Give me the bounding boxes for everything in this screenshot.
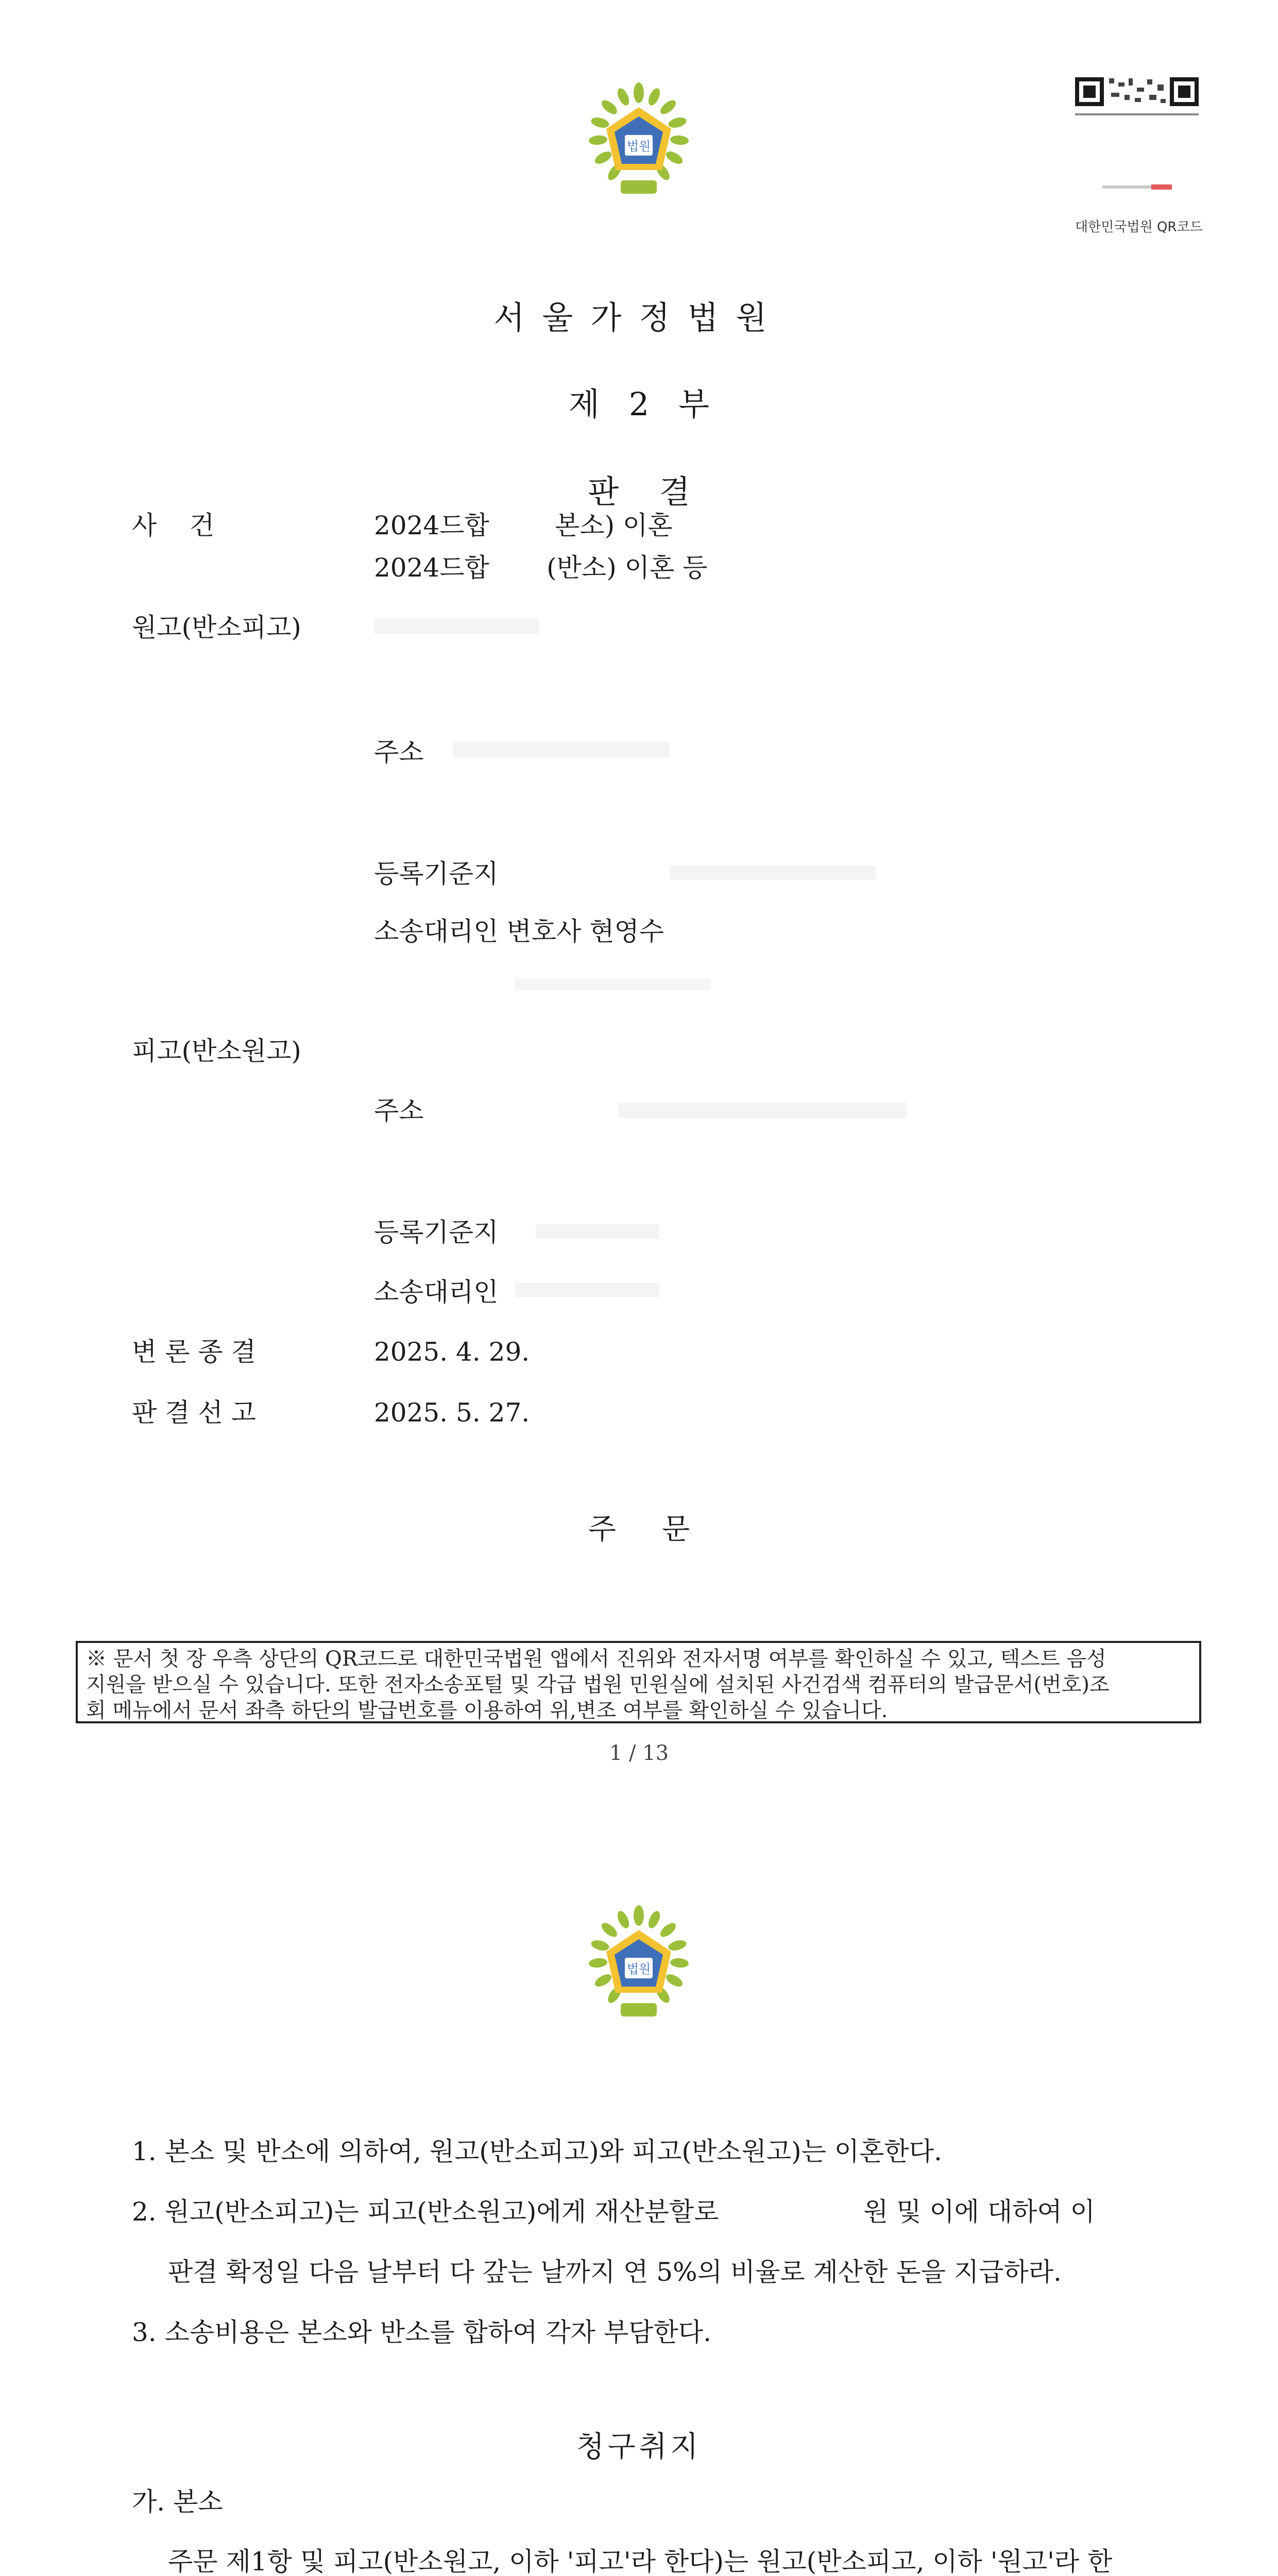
defendant-registry-label: 등록기준지 xyxy=(374,1217,499,1247)
disposition-item-2-end: 원 및 이에 대하여 이 xyxy=(863,2197,1095,2227)
disposition-item-2-cont: 판결 확정일 다음 날부터 다 갚는 날까지 연 5%의 비율로 계산한 돈을 지급하라. xyxy=(168,2257,1062,2287)
claims-main-line-1: 주문 제1항 및 피고(반소원고, 이하 '피고'라 한다)는 원고(반소피고, 이하 '원고'라 한 xyxy=(168,2547,1113,2576)
disposition-title: 주 문 xyxy=(588,1513,690,1546)
svg-text:법원: 법원 xyxy=(626,1962,651,1976)
notice-line-2: 지원을 받으실 수 있습니다. 또한 전자소송포털 및 각급 법원 민원실에 설치된 사건검색 컴퓨터의 발급문서(번호)조 xyxy=(86,1673,1110,1697)
notice-line-3: 회 메뉴에서 문서 좌측 하단의 발급번호를 이용하여 위,변조 여부를 확인하실 수 있습니다. xyxy=(86,1699,888,1722)
redacted-defendant-registry xyxy=(536,1224,659,1239)
defendant-counsel: 소송대리인 xyxy=(374,1277,499,1307)
qr-caption: 대한민국법원 QR코드 xyxy=(1075,219,1203,235)
redacted-plaintiff-address xyxy=(453,742,670,757)
case-number-main: 2024드합 본소) 이혼 xyxy=(374,511,673,540)
verification-notice xyxy=(76,1641,1201,1723)
redacted-defendant-counsel xyxy=(515,1283,659,1297)
claims-main-label: 가. 본소 xyxy=(132,2487,223,2517)
plaintiff-counsel: 소송대리인 변호사 현영수 xyxy=(374,917,664,946)
redacted-defendant-address xyxy=(618,1103,907,1118)
case-label: 사 건 xyxy=(132,511,215,540)
plaintiff-label: 원고(반소피고) xyxy=(132,613,301,642)
redacted-counsel-line xyxy=(515,979,711,990)
redacted-plaintiff-registry xyxy=(670,866,876,880)
closing-date: 2025. 4. 29. xyxy=(374,1337,530,1367)
case-number-counter: 2024드합 (반소) 이혼 등 xyxy=(374,553,708,583)
court-name: 서울가정법원 xyxy=(493,299,785,336)
svg-text:법원: 법원 xyxy=(626,139,651,154)
defendant-address-label: 주소 xyxy=(374,1096,424,1126)
division-title: 제 2 부 xyxy=(568,385,710,423)
judgment-date: 2025. 5. 27. xyxy=(374,1398,530,1428)
court-emblem-icon xyxy=(559,1900,719,2034)
plaintiff-address-label: 주소 xyxy=(374,737,424,767)
redacted-plaintiff-name xyxy=(374,618,539,634)
qr-code-icon[interactable] xyxy=(1075,72,1199,124)
disposition-item-2-start: 2. 원고(반소피고)는 피고(반소원고)에게 재산분할로 xyxy=(132,2197,719,2227)
qr-red-mark-accent xyxy=(1151,184,1172,190)
claims-title: 청구취지 xyxy=(576,2430,702,2464)
disposition-item-1: 1. 본소 및 반소에 의하여, 원고(반소피고)와 피고(반소원고)는 이혼한다. xyxy=(132,2137,942,2166)
judgment-label: 판 결 선 고 xyxy=(132,1398,256,1428)
plaintiff-registry-label: 등록기준지 xyxy=(374,859,499,889)
closing-label: 변 론 종 결 xyxy=(132,1337,256,1367)
disposition-item-3: 3. 소송비용은 본소와 반소를 합하여 각자 부담한다. xyxy=(132,2317,711,2347)
court-emblem-icon xyxy=(559,77,719,211)
document-type-title: 판 결 xyxy=(588,473,690,511)
page-2 xyxy=(0,1807,1278,2576)
defendant-label: 피고(반소원고) xyxy=(132,1036,301,1066)
notice-line-1: ※ 문서 첫 장 우측 상단의 QR코드로 대한민국법원 앱에서 진위와 전자서명 여부를 확인하실 수 있고, 텍스트 음성 xyxy=(86,1647,1106,1671)
page-number: 1 / 13 xyxy=(609,1741,669,1765)
